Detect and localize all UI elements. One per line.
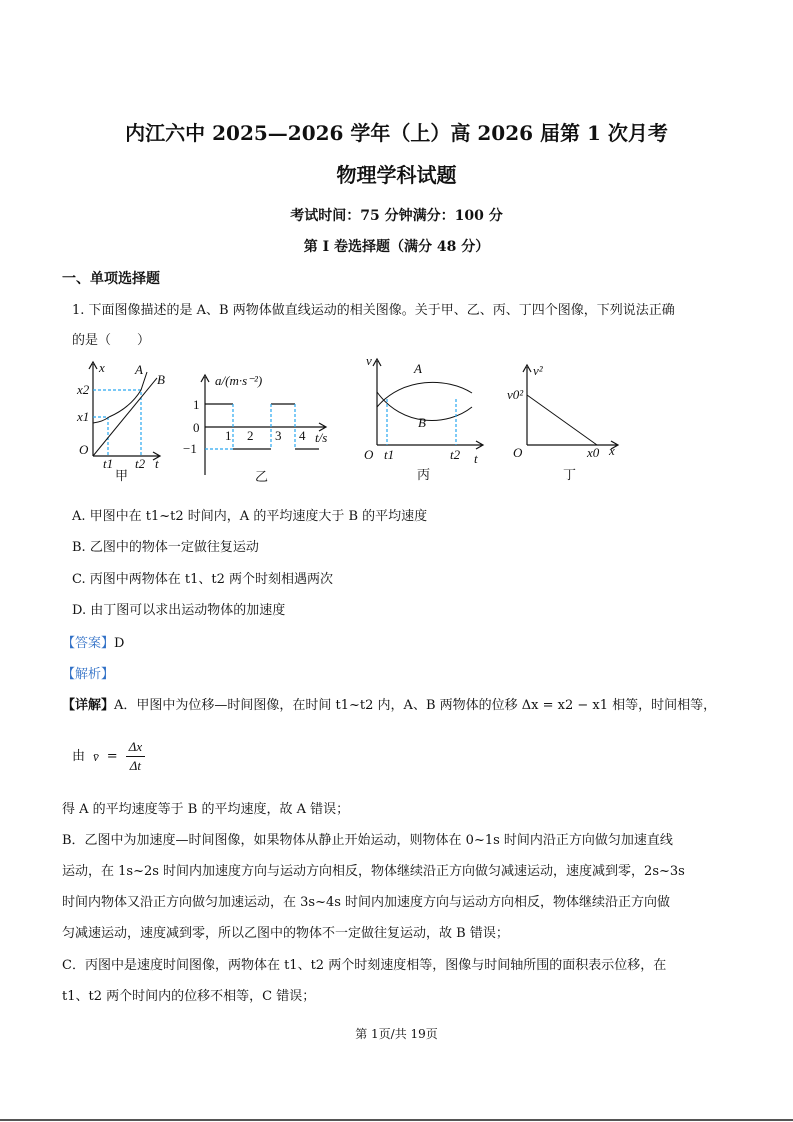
figure-label: O [364,447,374,462]
option-d: D. 由丁图可以求出运动物体的加速度 [72,603,286,618]
figure-line [93,372,147,423]
part-heading: 第 I 卷选择题（满分 48 分） [303,239,490,255]
figure-caption: 甲 [115,468,129,483]
figure-label: x2 [77,382,90,397]
figure-label: t [155,456,159,471]
figure-line [89,362,97,456]
exam-subtitle: 物理学科试题 [336,163,457,187]
figure-label: O [79,442,89,457]
formula [72,738,145,775]
figure-label: B [157,372,165,387]
question-stem: 1. 下面图像描述的是 A、B 两物体做直线运动的相关图像。关于甲、乙、丙、丁四个图像，下列说法正确 [72,303,675,318]
figure-label: t2 [450,447,461,462]
figure-label: x [99,360,105,375]
detail-line: C．丙图中是速度时间图像，两物体在 t1、t2 两个时刻速度相等，图像与时间轴所围的面积表示位移，在 [62,958,667,973]
figure-label: 0 [193,420,200,435]
figure-label: A [414,361,422,376]
figure-line [527,395,597,445]
figure-label: 1 [193,397,200,412]
figure-caption: 丙 [417,467,431,482]
figure-label: −1 [183,441,197,456]
detail-line: t1、t2 两个时间内的位移不相等，C 错误； [62,989,316,1004]
detail-line: B．乙图中为加速度—时间图像，如果物体从静止开始运动，则物体在 0~1s 时间内沿正方向做匀加速直线 [62,833,673,848]
figure-line [205,423,326,431]
detail-line: 运动，在 1s~2s 时间内加速度方向与运动方向相反，物体继续沿正方向做匀减速运动，速度减到零，2s~3s [62,864,685,879]
figure-label: x0 [587,445,600,460]
formula-lhs: v̄ [93,748,99,764]
page-edge [0,1119,793,1121]
figure-ding [505,363,635,485]
figure-caption: 丁 [563,467,577,482]
exam-title: 内江六中 2025—2026 学年（上）高 2026 届第 1 次月考 [125,121,668,145]
figure-bing [362,353,492,485]
figure-label: x1 [77,409,90,424]
figure-label: t [474,451,478,466]
figure-label: 3 [275,428,282,443]
figure-label: v² [533,363,543,378]
analysis-label: 【解析】 [62,667,115,682]
detail-line-1 [62,697,716,715]
figure-label: t1 [384,447,395,462]
figure-label: 1 [225,428,232,443]
figure-line [523,365,531,445]
figure-label: O [513,445,523,460]
answer-value: D [114,636,125,651]
formula-fraction [126,738,145,775]
formula-prefix: 由 [72,748,86,764]
figure-line [201,375,209,475]
figure-label: t2 [135,456,146,471]
figure-yi [183,365,345,485]
figure-label: B [418,415,426,430]
figure-label: a/(m·s⁻²) [215,373,263,388]
section-heading: 一、单项选择题 [62,271,160,287]
detail-label: 【详解】 [62,698,115,713]
figure-caption: 乙 [255,469,269,484]
figure-line [527,441,618,449]
question-stem-cont: 的是（ ） [72,333,151,348]
detail-text: A．甲图中为位移—时间图像，在时间 t1~t2 内，A、B 两物体的位移 Δx = x2 − x1 相等，时间相等， [114,698,717,713]
figure-line [377,382,472,407]
detail-line: 时间内物体又沿正方向做匀加速运动，在 3s~4s 时间内加速度方向与运动方向相反，物体继续沿正方向做 [62,895,671,910]
figure-label: x [609,443,615,458]
figure-label: t/s [315,430,328,445]
exam-info: 考试时间：75 分钟满分：100 分 [290,208,503,224]
detail-line: 得 A 的平均速度等于 B 的平均速度，故 A 错误； [62,802,350,817]
figure-label: 2 [247,428,254,443]
answer [62,635,124,653]
figure-line [373,359,381,445]
page-footer: 第 1页/共 19页 [355,1027,438,1041]
formula-eq: = [106,748,118,764]
figure-jia [75,360,175,485]
option-c: C. 丙图中两物体在 t1、t2 两个时刻相遇两次 [72,572,334,587]
formula-numerator: Δx [126,738,145,757]
detail-line: 匀减速运动，速度减到零，所以乙图中的物体不一定做往复运动，故 B 错误； [62,926,509,941]
option-b: B. 乙图中的物体一定做往复运动 [72,540,259,555]
figure-label: A [135,362,143,377]
figure-label: 4 [299,428,306,443]
figure-label: v [366,353,372,368]
figure-label: v0² [507,387,524,402]
option-a: A. 甲图中在 t1~t2 时间内，A 的平均速度大于 B 的平均速度 [72,509,428,524]
formula-denominator: Δt [129,758,142,773]
figure-label: t1 [103,456,114,471]
answer-label: 【答案】 [62,636,115,651]
